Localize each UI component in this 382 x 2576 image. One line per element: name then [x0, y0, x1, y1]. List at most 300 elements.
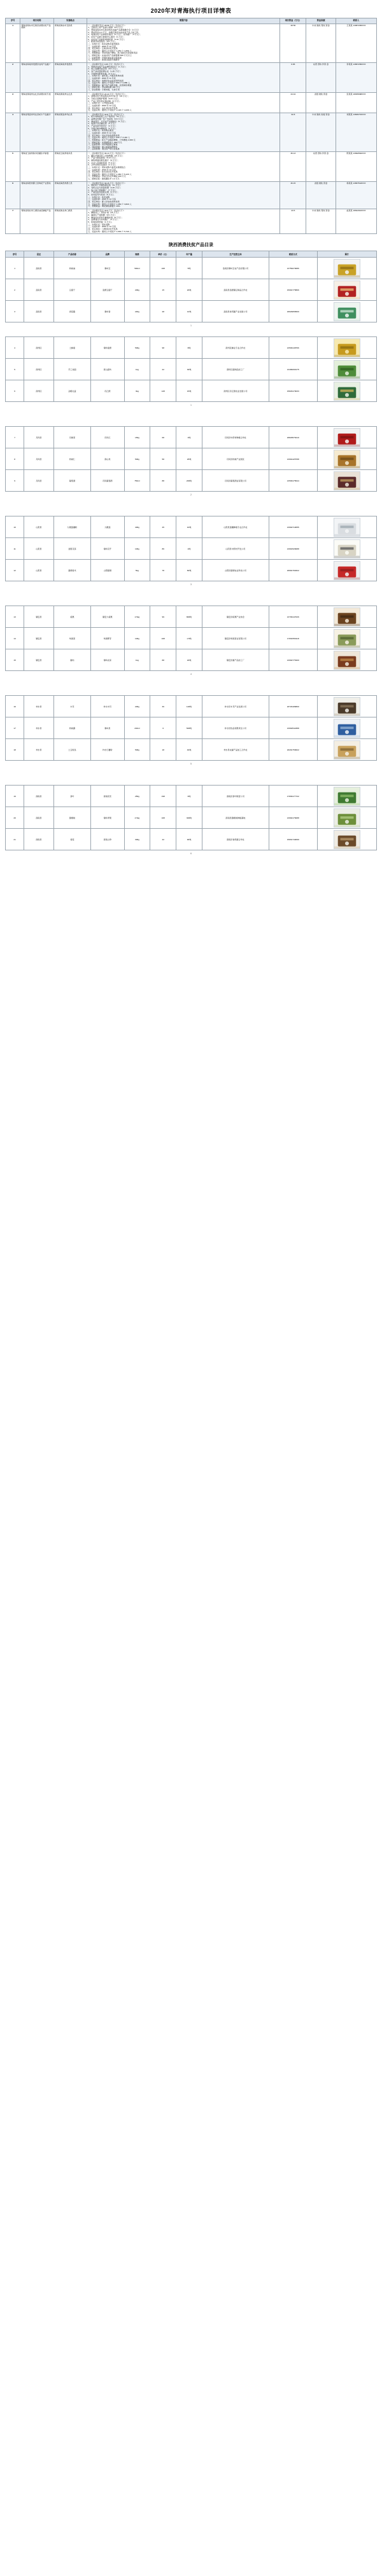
cell-contact: 张某某 18935688XXX [336, 92, 376, 113]
cell-county: 镇安县 [24, 649, 54, 671]
content-line: 1、枸杞烘干设备购置安装（11 万元）； [88, 184, 122, 187]
cell-entity: 山阳县中药材开发公司 [202, 538, 269, 560]
cell-project-name: 青海省海西州都兰县枸杞产业帮扶 [20, 181, 53, 209]
content-line: 1、消费扶贫专柜采购及布设 60 台（18 万元）； [88, 95, 130, 98]
content-line: 一、活动简介及总 43.5 万元（包含以下）： [88, 209, 126, 212]
cell-contact: 17691550118 [269, 628, 317, 649]
cell-brand: 秦岭花开 [91, 538, 124, 560]
cell-seq: 12 [6, 560, 24, 581]
cell-seq: 6 [6, 181, 20, 209]
cell-county: 商州区 [24, 337, 54, 359]
cell-product-image [317, 359, 376, 380]
cell-amount: 36.13 [280, 152, 306, 182]
product-thumbnail [334, 651, 360, 670]
cell-output: 300吨 [176, 807, 202, 829]
cell-price: 128 [150, 380, 176, 402]
col-seq: 序号 [6, 18, 20, 24]
cell-product-image [317, 786, 376, 807]
cell-price: 68 [150, 427, 176, 448]
cell-county: 山阳县 [24, 538, 54, 560]
page-number: 1 [190, 404, 192, 407]
cell-contact: 13468290175 [269, 359, 317, 380]
cell-amount: 43.5 [280, 209, 306, 233]
content-line: 3、销售渠道拓展及推介（8 万元）； [88, 159, 120, 162]
product-row [6, 538, 377, 560]
cell-brand: 秦岭翠果 [91, 807, 124, 829]
cell-source: 省级 财政 资金 [306, 92, 336, 113]
product-row [6, 380, 377, 402]
cell-county: 商南县 [24, 829, 54, 850]
content-line: 五、受益对象：建档立卡贫困户 1,120 户 4,230 人 [88, 109, 132, 112]
content-line: 二、实施方式：委托第三方服务机构实施 [88, 74, 124, 78]
cell-seq: 8 [6, 448, 24, 470]
cell-contact: 13509148766 [269, 337, 317, 359]
cell-product-image [317, 337, 376, 359]
cell-brand: 丹凤红 [91, 427, 124, 448]
cell-output: 120吨 [176, 696, 202, 717]
content-line: 三、完成时间：2020 年 12 月底 [88, 45, 117, 48]
cell-project-name: 青海省海南州贵德县农特产品推广 [20, 63, 53, 93]
product-row [6, 786, 377, 807]
product-row [6, 807, 377, 829]
cell-output: 200吨 [176, 470, 202, 492]
prod-col-3: 品牌 [91, 251, 124, 258]
product-thumbnail [334, 280, 360, 300]
cell-output: 60吨 [176, 560, 202, 581]
content-line: 2、灌装生产线购置（9.5 万元）； [88, 214, 117, 217]
col-source: 资金来源 [306, 18, 336, 24]
cell-product-image [317, 516, 376, 538]
cell-amount: 28.56 [280, 24, 306, 62]
product-thumbnail [334, 450, 360, 469]
cell-contact: 18729186800 [269, 696, 317, 717]
cell-source: 东西 部协 作资 金 [306, 63, 336, 93]
product-row [6, 470, 377, 492]
cell-county: 丹凤县 [24, 470, 54, 492]
product-row [6, 279, 377, 301]
cell-contact: 李某某 13897256XXX [336, 63, 376, 93]
cell-product: 象园茶 [53, 628, 90, 649]
product-row [6, 628, 377, 649]
cell-amount: 24.44 [280, 92, 306, 113]
cell-entity: 柞水县木耳产业发展公司 [202, 696, 269, 717]
cell-seq: 7 [6, 427, 24, 448]
cell-contact: 15829170033 [269, 380, 317, 402]
content-line: 2、有机认证与质量检测（4.15 万元）； [88, 186, 122, 190]
cell-county: 山阳县 [24, 560, 54, 581]
cell-contact: 15891740099 [269, 829, 317, 850]
cell-source: 中央 财政 帮扶 资金 [306, 209, 336, 233]
cell-entity: 商南县猕猴桃种植基地 [202, 807, 269, 829]
cell-spec: 500g [124, 337, 150, 359]
cell-price: 108 [150, 807, 176, 829]
content-line: 八、监督管理：县级纪委监委全程监督 [88, 56, 122, 59]
cell-contact: 陈某某 13992562XXX [336, 152, 376, 182]
cell-brand: 洛源豆腐干 [91, 279, 124, 301]
content-line: 二、实施方式：政府购买服务 [88, 129, 114, 132]
content-line: 4、冷链物流配套补贴（3 万元）。 [88, 72, 118, 75]
page-number: 6 [190, 852, 192, 855]
cell-brand: 商南泉茗 [91, 786, 124, 807]
cell-product-image [317, 301, 376, 322]
cell-seq: 1 [6, 258, 24, 279]
cell-product: 腊肉 [53, 649, 90, 671]
cell-amount: 30.15 [280, 181, 306, 209]
cell-seq: 9 [6, 470, 24, 492]
cell-brand: 秦岭香 [91, 301, 124, 322]
cell-price: 88 [150, 470, 176, 492]
prod-col-0: 序号 [6, 251, 24, 258]
prod-col-4: 规格 [124, 251, 150, 258]
cell-county: 镇安县 [24, 606, 54, 628]
cell-spec: 150g [124, 427, 150, 448]
prod-col-2: 产品名称 [53, 251, 90, 258]
product-thumbnail [334, 697, 360, 716]
cell-product: 茶叶 [53, 786, 90, 807]
cell-county: 商州区 [24, 359, 54, 380]
table-header-row [6, 18, 377, 24]
product-catalog-table [5, 695, 377, 761]
col-contact: 联系人 [336, 18, 376, 24]
content-line: 3、蜂农技术培训与蜂箱补贴（8 万元）； [88, 216, 124, 219]
cell-project-name: 青海省海北州门源县油菜蜂蜜产品 [20, 209, 53, 233]
cell-brand: 山阳富硒 [91, 560, 124, 581]
cell-product-image [317, 739, 376, 761]
cell-content [87, 152, 280, 182]
cell-county: 镇安县 [24, 628, 54, 649]
cell-output: 800吨 [176, 606, 202, 628]
page-title: 2020年对青海执行项目详情表 [150, 8, 232, 14]
cell-contact: 18991760322 [269, 560, 317, 581]
cell-place: 青海省黄南州尖扎县 [53, 92, 87, 113]
cell-spec: 500g [124, 448, 150, 470]
content-line: 2、青海省海东市互助县特色农副产品展销推介会（4 万元） [88, 29, 140, 32]
product-row [6, 606, 377, 628]
content-line: 3、帮扶资金 0.3 万元，协助互助县完成扶贫产品上线工作； [88, 31, 141, 34]
table-row [6, 92, 377, 113]
content-line: 二、实施方式：招标采购 [88, 223, 110, 226]
cell-brand: 象园雾芽 [91, 628, 124, 649]
table-row [6, 63, 377, 93]
cell-contact: 13992710055 [269, 516, 317, 538]
cell-county: 柞水县 [24, 717, 54, 739]
cell-product-image [317, 696, 376, 717]
content-line: 3、农产品质量检测认证（1.45 万元）； [88, 69, 122, 73]
product-row [6, 829, 377, 850]
cell-spec: 1kg [124, 359, 150, 380]
cell-contact: 13991425788 [269, 448, 317, 470]
cell-spec: 500g [124, 739, 150, 761]
product-row [6, 301, 377, 322]
content-line: 1、蜂蜜加工厂房改扩建（16 万元）； [88, 211, 121, 214]
cell-project-name: 青海省果洛州玛沁县牦牛产品推介 [20, 113, 53, 151]
content-line: 八、资金管理：专账核算，专款专用 [88, 88, 120, 92]
content-line: 4、从业人员技能培训（3 万元）； [88, 161, 118, 164]
cell-brand: 镇安大板栗 [91, 606, 124, 628]
cell-place: 青海省海北州门源县 [53, 209, 87, 233]
cell-entity: 洛南县秦岭宝农产品有限公司 [202, 258, 269, 279]
cell-output: 8吨 [176, 337, 202, 359]
cell-product-image [317, 538, 376, 560]
product-thumbnail [334, 302, 360, 321]
cell-spec: 4.5kg [124, 807, 150, 829]
content-line: 六、预期效益：牦牛产业提质增效，户均增收 2,000 元 [88, 138, 136, 141]
col-place: 实施地点 [53, 18, 87, 24]
product-catalog-table [5, 516, 377, 581]
content-line: 一、活动简介及总 28.56 万元（包含以下）： [88, 24, 127, 27]
content-line: 5、扶贫产品展示展销中心建设（4 万元）； [88, 35, 125, 38]
content-line: 2、品牌宣传推广及广告投放（6.8 万元）； [88, 118, 125, 121]
cell-seq: 2 [6, 279, 24, 301]
cell-spec: 240ml [124, 717, 150, 739]
content-line: 五、受益对象：建档立卡贫困户 860 户 2,980 人 [88, 81, 131, 85]
content-line: 六、预期效益：枸杞销售额提升 30% [88, 205, 120, 208]
cell-brand: 秦岭蜜源 [91, 337, 124, 359]
cell-output: 12吨 [176, 301, 202, 322]
cell-county: 商南县 [24, 786, 54, 807]
content-line: 1、互助县土特产品展示展销（8.5 万元） [88, 26, 124, 29]
cell-source: 中央 财政 帮扶 资金 [306, 24, 336, 62]
product-thumbnail [334, 471, 360, 490]
cell-content [87, 63, 280, 93]
cell-seq: 17 [6, 717, 24, 739]
cell-spec: 400g [124, 516, 150, 538]
cell-brand: 秦岭泉 [91, 717, 124, 739]
product-row [6, 337, 377, 359]
cell-entity: 山阳县莲藕种植专业合作社 [202, 516, 269, 538]
cell-product: 手工挂面 [53, 359, 90, 380]
content-line: 三、完成时间：2020 年 11 月底 [88, 76, 116, 80]
cell-output: 25吨 [176, 448, 202, 470]
content-line: 三、完成时间：2020 年 12 月底 [88, 104, 117, 107]
cell-product: 金银花茶 [53, 538, 90, 560]
prod-col-7: 生产经营主体 [202, 251, 269, 258]
content-line: 2、产品分割包装线（6.13 万元）； [88, 156, 118, 160]
cell-seq: 21 [6, 829, 24, 850]
prod-col-1: 县区 [24, 251, 54, 258]
cell-entity: 丹凤县葡萄酒业有限公司 [202, 470, 269, 492]
cell-contact: 13992542388 [269, 717, 317, 739]
table-row [6, 113, 377, 151]
cell-place: 青海省果洛州玛沁县 [53, 113, 87, 151]
cell-product: 葡萄酒 [53, 470, 90, 492]
cell-content [87, 181, 280, 209]
product-thumbnail [334, 518, 360, 537]
cell-brand: 九眼莲 [91, 516, 124, 538]
cell-product: 木耳 [53, 696, 90, 717]
cell-contact: 18629056500 [269, 301, 317, 322]
content-line: 七、绩效目标：带动销售额 300 万元 [88, 86, 120, 89]
cell-seq: 20 [6, 807, 24, 829]
cell-county: 柞水县 [24, 739, 54, 761]
cell-county: 洛南县 [24, 279, 54, 301]
content-line: 2、线上直播带货活动（3.2 万元）； [88, 67, 119, 71]
block-spacer [5, 679, 377, 695]
cell-entity: 商南县茶叶联营公司 [202, 786, 269, 807]
col-amount: 项目资金（万元） [280, 18, 306, 24]
content-line: 3、线上线下营销推广（7 万元）； [88, 188, 118, 191]
project-detail-table [5, 18, 377, 234]
product-catalog-table [5, 606, 377, 671]
product-row [6, 739, 377, 761]
prod-col-5: 单价（元） [150, 251, 176, 258]
content-line: 六、预期效益：提升农产品附加值，拓宽销售渠道 [88, 83, 132, 87]
cell-content [87, 92, 280, 113]
cell-spec: 240g [124, 301, 150, 322]
cell-product-image [317, 829, 376, 850]
cell-output: 15吨 [176, 380, 202, 402]
cell-price: 88 [150, 649, 176, 671]
cell-brand: 商山面坊 [91, 359, 124, 380]
cell-spec: 2.5kg [124, 606, 150, 628]
cell-entity: 商州区面制品加工厂 [202, 359, 269, 380]
content-line: 4、品牌建设与市场推广（6 万元）； [88, 218, 120, 221]
product-thumbnail [334, 561, 360, 580]
cell-product: 九眼莲藕粉 [53, 516, 90, 538]
cell-product-image [317, 560, 376, 581]
cell-spec: 3kg [124, 380, 150, 402]
content-line: 一、活动简介及总 30.15 万元（包含以下）： [88, 181, 127, 184]
content-line: 五、受益对象：建档立卡贫困户 1,252 户 4,356 人 [88, 49, 132, 52]
cell-contact: 13992775400 [269, 649, 317, 671]
cell-product: 核桃露 [53, 717, 90, 739]
page-number: 4 [190, 673, 192, 676]
cell-product-image [317, 649, 376, 671]
cell-contact: 13992176088 [269, 807, 317, 829]
product-thumbnail [334, 360, 360, 379]
cell-brand: 柞水木耳 [91, 696, 124, 717]
cell-output: 500吨 [176, 717, 202, 739]
cell-product-image [317, 628, 376, 649]
cell-price: 22 [150, 359, 176, 380]
cell-amount: 32.8 [280, 113, 306, 151]
content-line: 一、活动简介及总 32.8 万元（包含以下）： [88, 113, 126, 116]
cell-county: 洛南县 [24, 258, 54, 279]
product-thumbnail [334, 539, 360, 558]
table-row [6, 152, 377, 182]
cell-product-image [317, 807, 376, 829]
cell-price: 198 [150, 786, 176, 807]
product-row [6, 649, 377, 671]
cell-output: 1.5吨 [176, 628, 202, 649]
section-title-products: 陕西消费扶贫产品目录 [169, 243, 213, 248]
cell-place: 青海省玉树州称多县 [53, 152, 87, 182]
cell-source: 省级 财政 资金 [306, 181, 336, 209]
cell-price: 86 [150, 538, 176, 560]
cell-contact: 赵某某 18642916XXX [336, 209, 376, 233]
cell-seq: 3 [6, 301, 24, 322]
product-thumbnail [334, 808, 360, 828]
product-thumbnail [334, 607, 360, 627]
content-line: 7、配套设施及服务（0.5 万元）。 [88, 40, 117, 43]
product-thumbnail [334, 259, 360, 278]
cell-project-name: 青海省玉树州称多县藏系羊销售 [20, 152, 53, 182]
cell-entity: 柞水县饮品有限责任公司 [202, 717, 269, 739]
prod-col-6: 年产量 [176, 251, 202, 258]
cell-contact: 13509175644 [269, 470, 317, 492]
cell-seq: 15 [6, 649, 24, 671]
cell-spec: 100g [124, 538, 150, 560]
cell-seq: 1 [6, 24, 20, 62]
cell-price: 168 [150, 258, 176, 279]
cell-price: 168 [150, 628, 176, 649]
product-thumbnail [334, 787, 360, 806]
content-line: 八、监督管理：州县两级联合督查 [88, 143, 118, 146]
cell-product-image [317, 258, 376, 279]
block-spacer [5, 330, 377, 336]
cell-product: 杂粮礼盒 [53, 380, 90, 402]
page-number: 3 [190, 583, 192, 586]
content-line: 四、责任单位：尖扎县扶贫开发局 [88, 106, 118, 109]
content-line: 4、电商扶贫产品体验店建设（5 万元）；宣传推广（3 万元）； [88, 33, 142, 36]
cell-content [87, 24, 280, 62]
cell-county: 山阳县 [24, 516, 54, 538]
cell-contact: 18291750622 [269, 739, 317, 761]
document-page [0, 0, 382, 887]
product-thumbnail [334, 338, 360, 357]
page-number: 2 [190, 494, 192, 497]
page-number: 1 [190, 324, 192, 328]
content-line: 5、技术指导与培训（5 万元）。 [88, 193, 116, 196]
cell-spec: 200g [124, 696, 150, 717]
cell-brand: 柞水红薯粉 [91, 739, 124, 761]
cell-price: 28 [150, 301, 176, 322]
cell-product: 香菇酱 [53, 301, 90, 322]
product-row [6, 258, 377, 279]
cell-entity: 镇安县板栗产业协会 [202, 606, 269, 628]
product-catalog-table [5, 336, 377, 402]
cell-brand: 商南山珍 [91, 829, 124, 850]
product-row [6, 696, 377, 717]
cell-brand: 丹凤葡萄酒 [91, 470, 124, 492]
cell-product: 豆腐干 [53, 279, 90, 301]
table-row [6, 181, 377, 209]
cell-price: 36 [150, 696, 176, 717]
cell-brand: 丹江源 [91, 380, 124, 402]
cell-spec: 200g [124, 279, 150, 301]
content-line: 三、完成时间：2020 年 12 月底 [88, 131, 117, 134]
cell-entity: 丹凤县中药材种植合作社 [202, 427, 269, 448]
cell-content [87, 113, 280, 151]
cell-output: 3吨 [176, 427, 202, 448]
cell-product-image [317, 380, 376, 402]
cell-product: 猕猴桃 [53, 807, 90, 829]
cell-county: 洛南县 [24, 301, 54, 322]
content-line: 1、贵德县农特产品品牌包装设计（2 万元）； [88, 65, 127, 68]
cell-product-image [317, 448, 376, 470]
cell-seq: 6 [6, 380, 24, 402]
content-line: 五、受益对象：建档立卡贫困户 930 户 3,410 人 [88, 136, 131, 139]
content-line: 七、绩效目标：实现销售收入 800 万元 [88, 141, 122, 144]
cell-contact: 13991526088 [269, 538, 317, 560]
cell-product: 土蜂蜜 [53, 337, 90, 359]
content-line: 二、实施方式：招标采购与委托实施相结合 [88, 165, 126, 169]
prod-col-8: 联系方式 [269, 251, 317, 258]
cell-entity: 商州区丹江源农业发展公司 [202, 380, 269, 402]
content-line: 三、完成时间：2020 年 12 月底 [88, 198, 117, 201]
cell-seq: 5 [6, 152, 20, 182]
cell-entity: 镇安县畜产品加工厂 [202, 649, 269, 671]
cell-seq: 2 [6, 63, 20, 93]
cell-price: 6 [150, 717, 176, 739]
cell-price: 15 [150, 279, 176, 301]
content-line: 四、责任单位：互助县扶贫开发局 [88, 47, 118, 50]
content-line: 1、牦牛肉制品加工生产线改造（12 万元）； [88, 115, 127, 118]
cell-output: 10吨 [176, 516, 202, 538]
table-row [6, 24, 377, 62]
cell-brand: 秦岭宝 [91, 258, 124, 279]
content-line: 九、风险防控：建立质量追溯体系 [88, 145, 118, 148]
